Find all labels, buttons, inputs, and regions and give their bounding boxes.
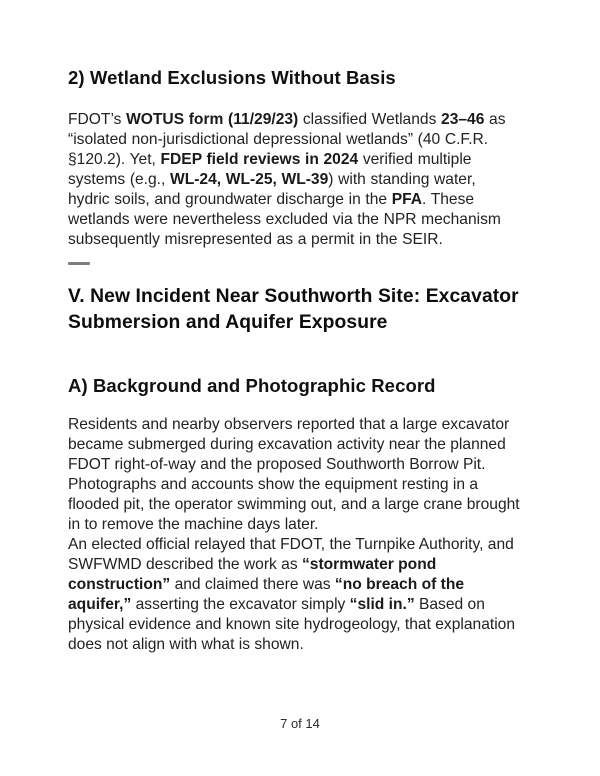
section-heading-new-incident: V. New Incident Near Southworth Site: Excavator Submersion and Aquifer Exposure xyxy=(68,286,519,333)
section-divider xyxy=(68,262,90,265)
paragraph-wetland-exclusions: FDOT’s WOTUS form (11/29/23) classified Wetlands 23–46 as “isolated non-jurisdictional depressional wetlands” (40 C.F.R. §120.2). Yet, FDEP field reviews in 2024 verified multiple systems (e.g., WL-24, WL-25, WL-39) with standing water, hydric soils, and groundwater discharge in the PFA. These wetlands were nevertheless excluded via the NPR mechanism subsequently misrepresented as a permit in the SEIR. xyxy=(68,111,506,248)
paragraph-background-record: Residents and nearby observers reported that a large excavator became submerged during excavation activity near the planned FDOT right-of-way and the proposed Southworth Borrow Pit. Photographs and accounts show the equipment resting in a flooded pit, the operator swimming out, and a large crane brought in to remove the machine days later. An elected official relayed that FDOT, the Turnpike Authority, and SWFWMD described the work as “stormwater pond construction” and claimed there was “no breach of the aquifer,” asserting the excavator simply “slid in.” Based on physical evidence and known site hydrogeology, that explanation does not align with what is shown. xyxy=(68,416,520,653)
subsection-heading-background: A) Background and Photographic Record xyxy=(68,375,436,396)
section-heading-wetland-exclusions: 2) Wetland Exclusions Without Basis xyxy=(68,67,396,88)
page-number: 7 of 14 xyxy=(280,716,320,731)
